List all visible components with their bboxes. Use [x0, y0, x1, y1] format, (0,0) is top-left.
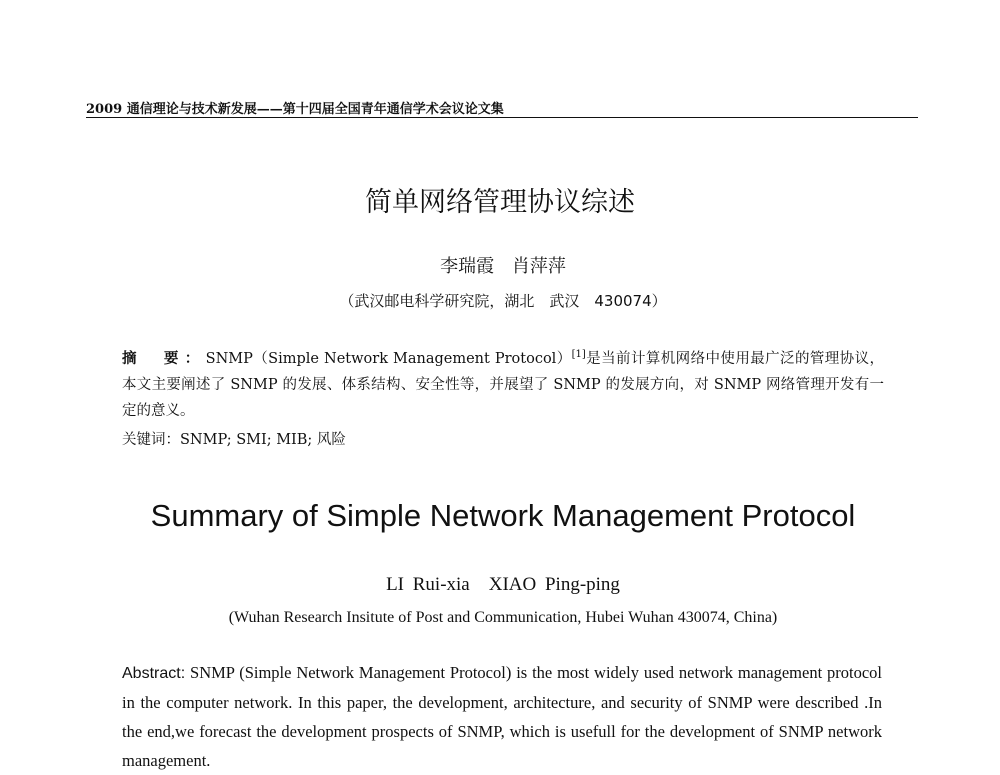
header-rule: [86, 117, 918, 118]
author-1-cn: 李瑞霞: [440, 256, 495, 277]
keywords-chinese: [122, 427, 884, 453]
abstract-en-text: SNMP (Simple Network Management Protocol) is the most widely used network management protocol in the computer network. In this paper, the development, architecture, and security of SNMP were described .In the end,we forecast the development prospects of SNMP, which is usefull for the development of SNMP network management.: [122, 663, 883, 770]
authors-chinese: [0, 252, 1000, 278]
reference-marker: [1]: [571, 349, 586, 360]
abstract-chinese: [122, 342, 884, 424]
affiliation-english: (Wuhan Research Insitute of Post and Communication, Hubei Wuhan 430074, China): [228, 609, 778, 626]
abstract-cn-part2: 是当前计算机网络中使用最广泛的管理协议，本文主要阐述了 SNMP 的发展、体系结构、安全性等，并展望了 SNMP 的发展方向，对 SNMP 网络管理开发有一定的意义。: [122, 350, 885, 419]
running-head: 2009 通信理论与技术新发展——第十四届全国青年通信学术会议论文集: [86, 102, 504, 117]
authors-english: LI Rui-xia XIAO Ping-ping: [386, 574, 620, 595]
author-2-cn: 肖萍萍: [511, 256, 566, 277]
abstract-cn-label: 摘 要：: [122, 349, 206, 367]
title-english: Summary of Simple Network Management Protocol: [150, 498, 856, 533]
affiliation-chinese: （武汉邮电科学研究院，湖北 武汉 430074）: [339, 292, 667, 310]
abstract-english: [122, 658, 882, 775]
abstract-cn-part1: SNMP（Simple Network Management Protocol）: [205, 350, 572, 367]
title-chinese: 简单网络管理协议综述: [365, 187, 635, 218]
keywords-cn-text: SNMP; SMI; MIB; 风险: [180, 432, 346, 448]
keywords-cn-label: 关键词：: [122, 432, 180, 448]
abstract-en-label: Abstract:: [122, 665, 186, 682]
